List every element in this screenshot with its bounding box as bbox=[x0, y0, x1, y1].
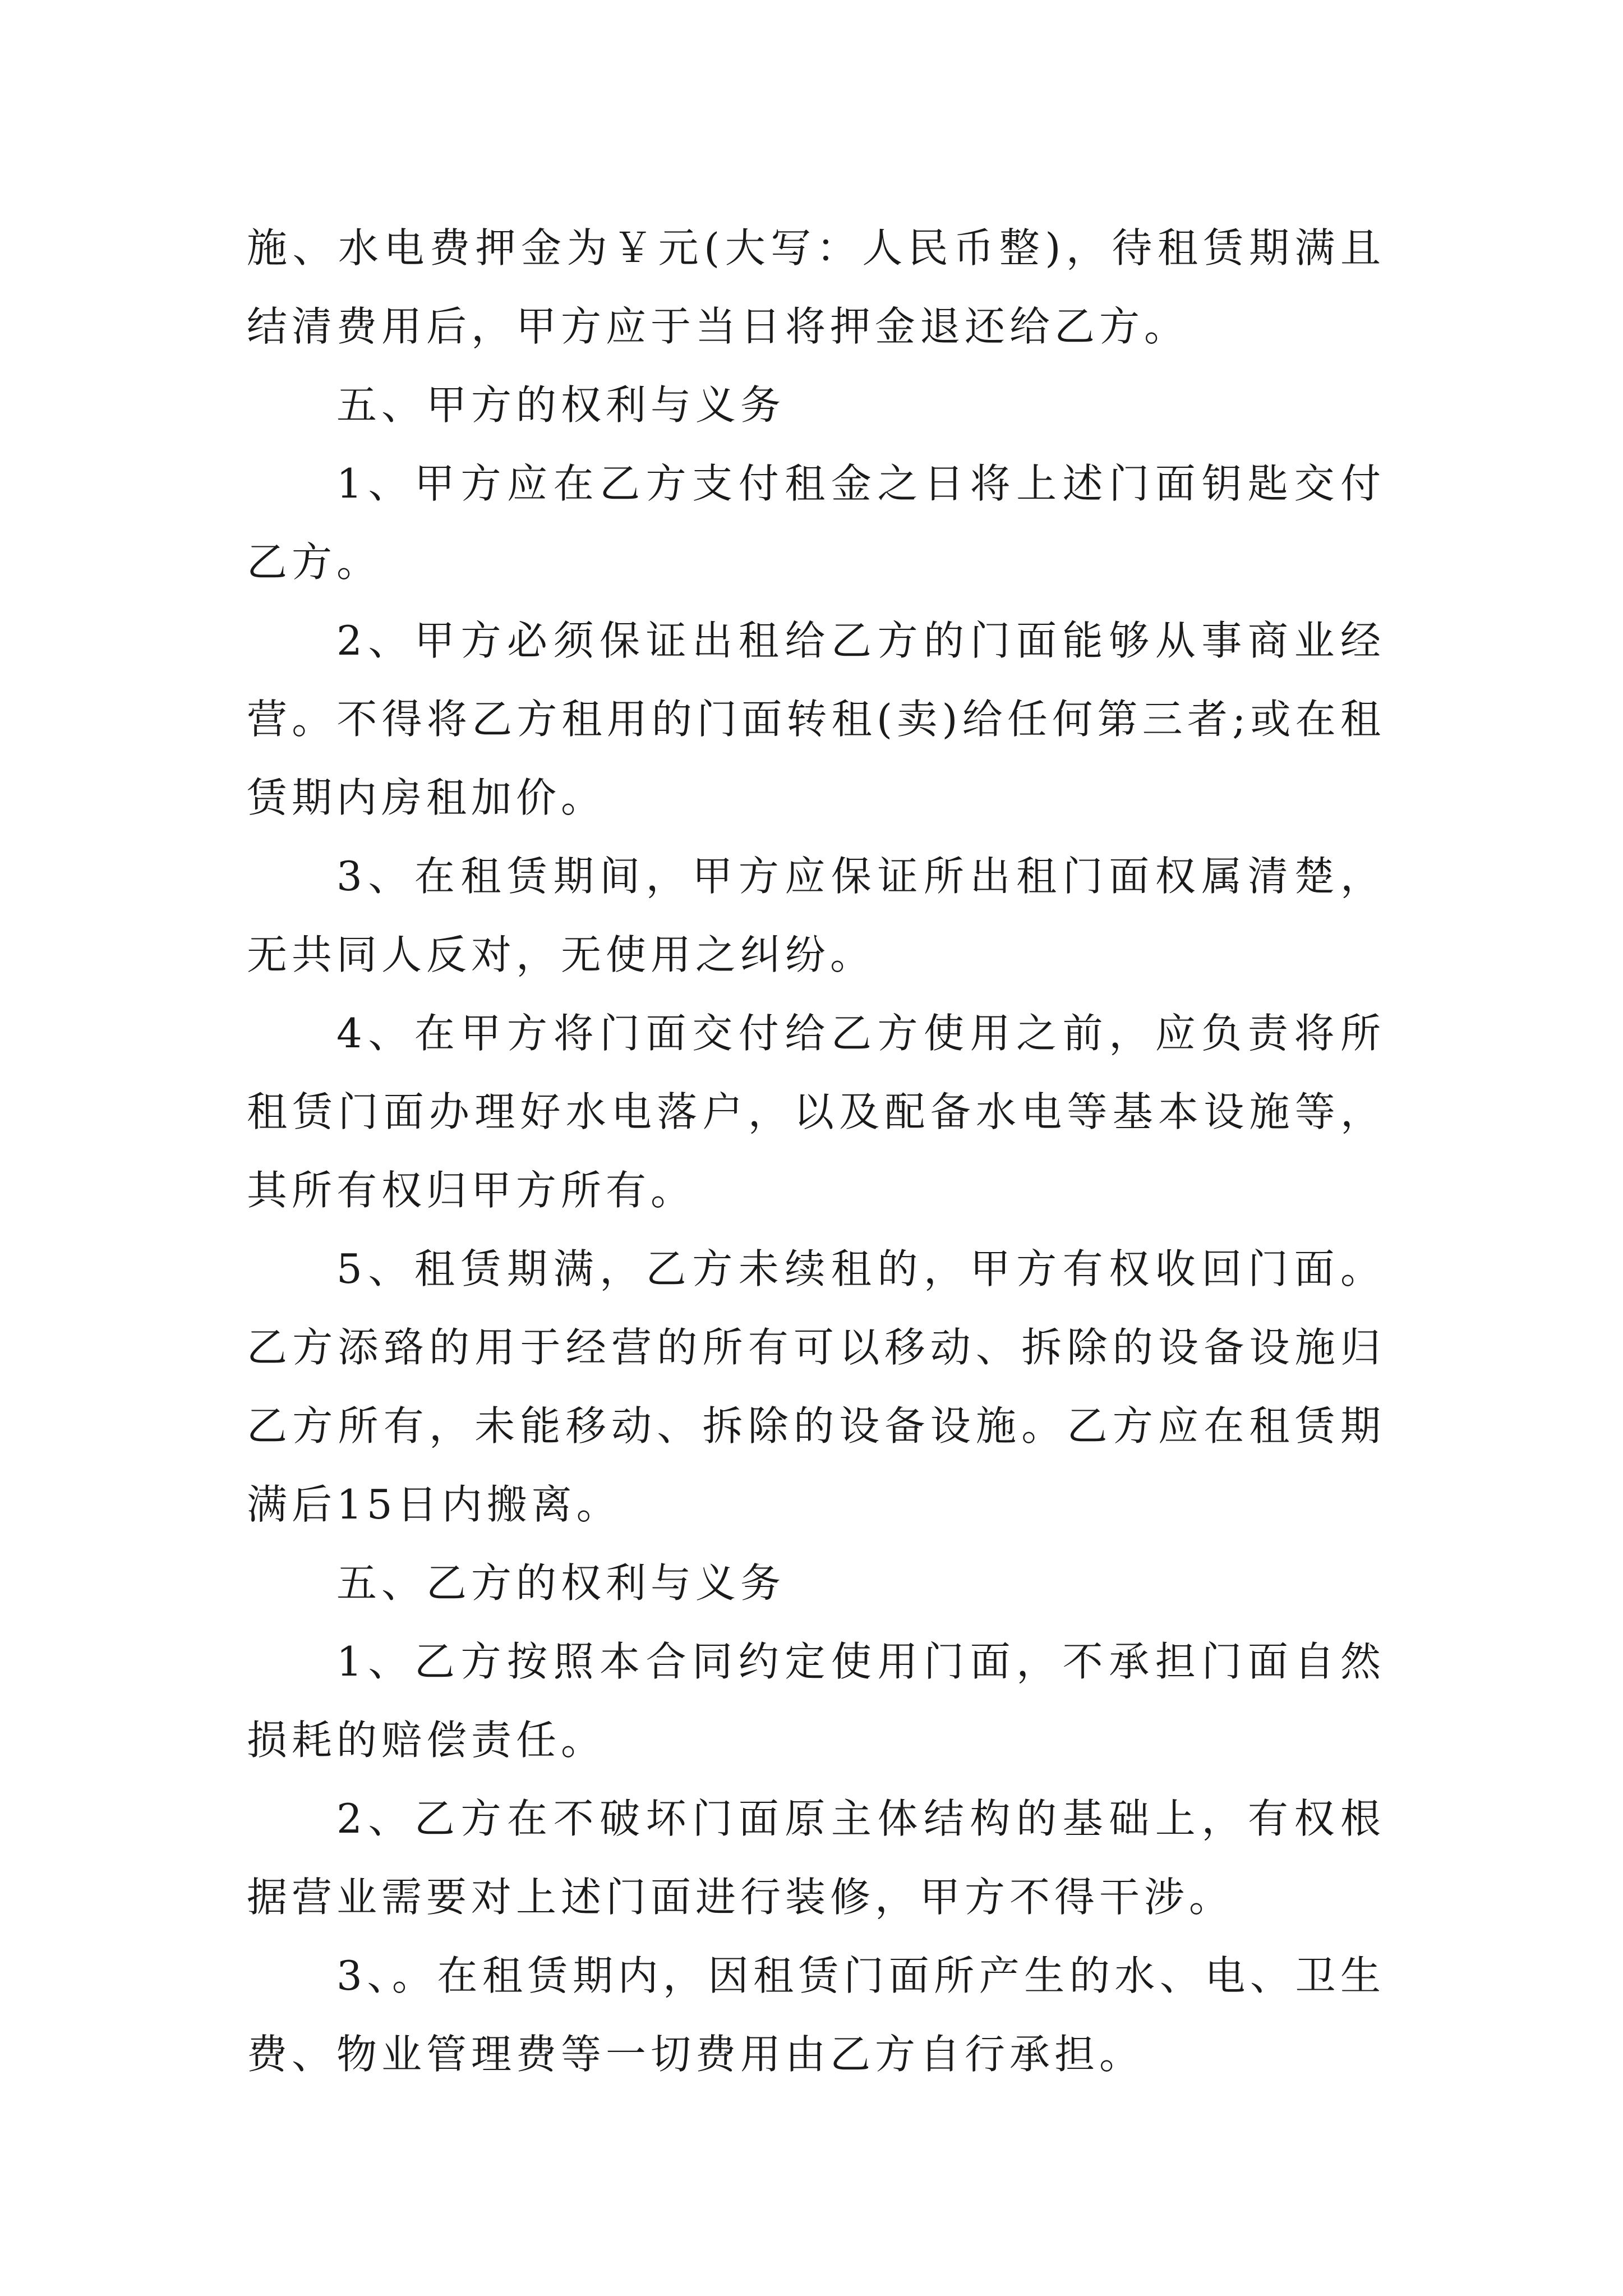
section-heading-party-a: 五、甲方的权利与义务 bbox=[336, 381, 786, 429]
clause-b-3: 3、。在租赁期内，因租赁门面所产生的水、电、卫生费、物业管理费等一切费用由乙方自行承担。 bbox=[247, 1952, 1385, 2078]
paragraph-deposit-continued: 施、水电费押金为￥元(大写：人民币整)，待租赁期满且结清费用后，甲方应于当日将押金退还给乙方。 bbox=[247, 224, 1385, 350]
clause-a-5: 5、租赁期满，乙方未续租的，甲方有权收回门面。乙方添臵的用于经营的所有可以移动、拆除的设备设施归乙方所有，未能移动、拆除的设备设施。乙方应在租赁期满后15日内搬离。 bbox=[247, 1245, 1385, 1528]
clause-b-1: 1、乙方按照本合同约定使用门面，不承担门面自然损耗的赔偿责任。 bbox=[247, 1638, 1385, 1764]
section-heading-party-b: 五、乙方的权利与义务 bbox=[336, 1559, 786, 1607]
clause-a-2: 2、甲方必须保证出租给乙方的门面能够从事商业经营。不得将乙方租用的门面转租(卖)给任何第三者;或在租赁期内房租加价。 bbox=[247, 617, 1385, 821]
clause-a-3: 3、在租赁期间，甲方应保证所出租门面权属清楚，无共同人反对，无使用之纠纷。 bbox=[247, 853, 1385, 978]
document-body bbox=[247, 209, 1385, 2093]
clause-b-2: 2、乙方在不破坏门面原主体结构的基础上，有权根据营业需要对上述门面进行装修，甲方不得干涉。 bbox=[247, 1795, 1385, 1921]
clause-a-4: 4、在甲方将门面交付给乙方使用之前，应负责将所租赁门面办理好水电落户，以及配备水电等基本设施等，其所有权归甲方所有。 bbox=[247, 1010, 1385, 1214]
clause-a-1: 1、甲方应在乙方支付租金之日将上述门面钥匙交付乙方。 bbox=[247, 460, 1385, 586]
